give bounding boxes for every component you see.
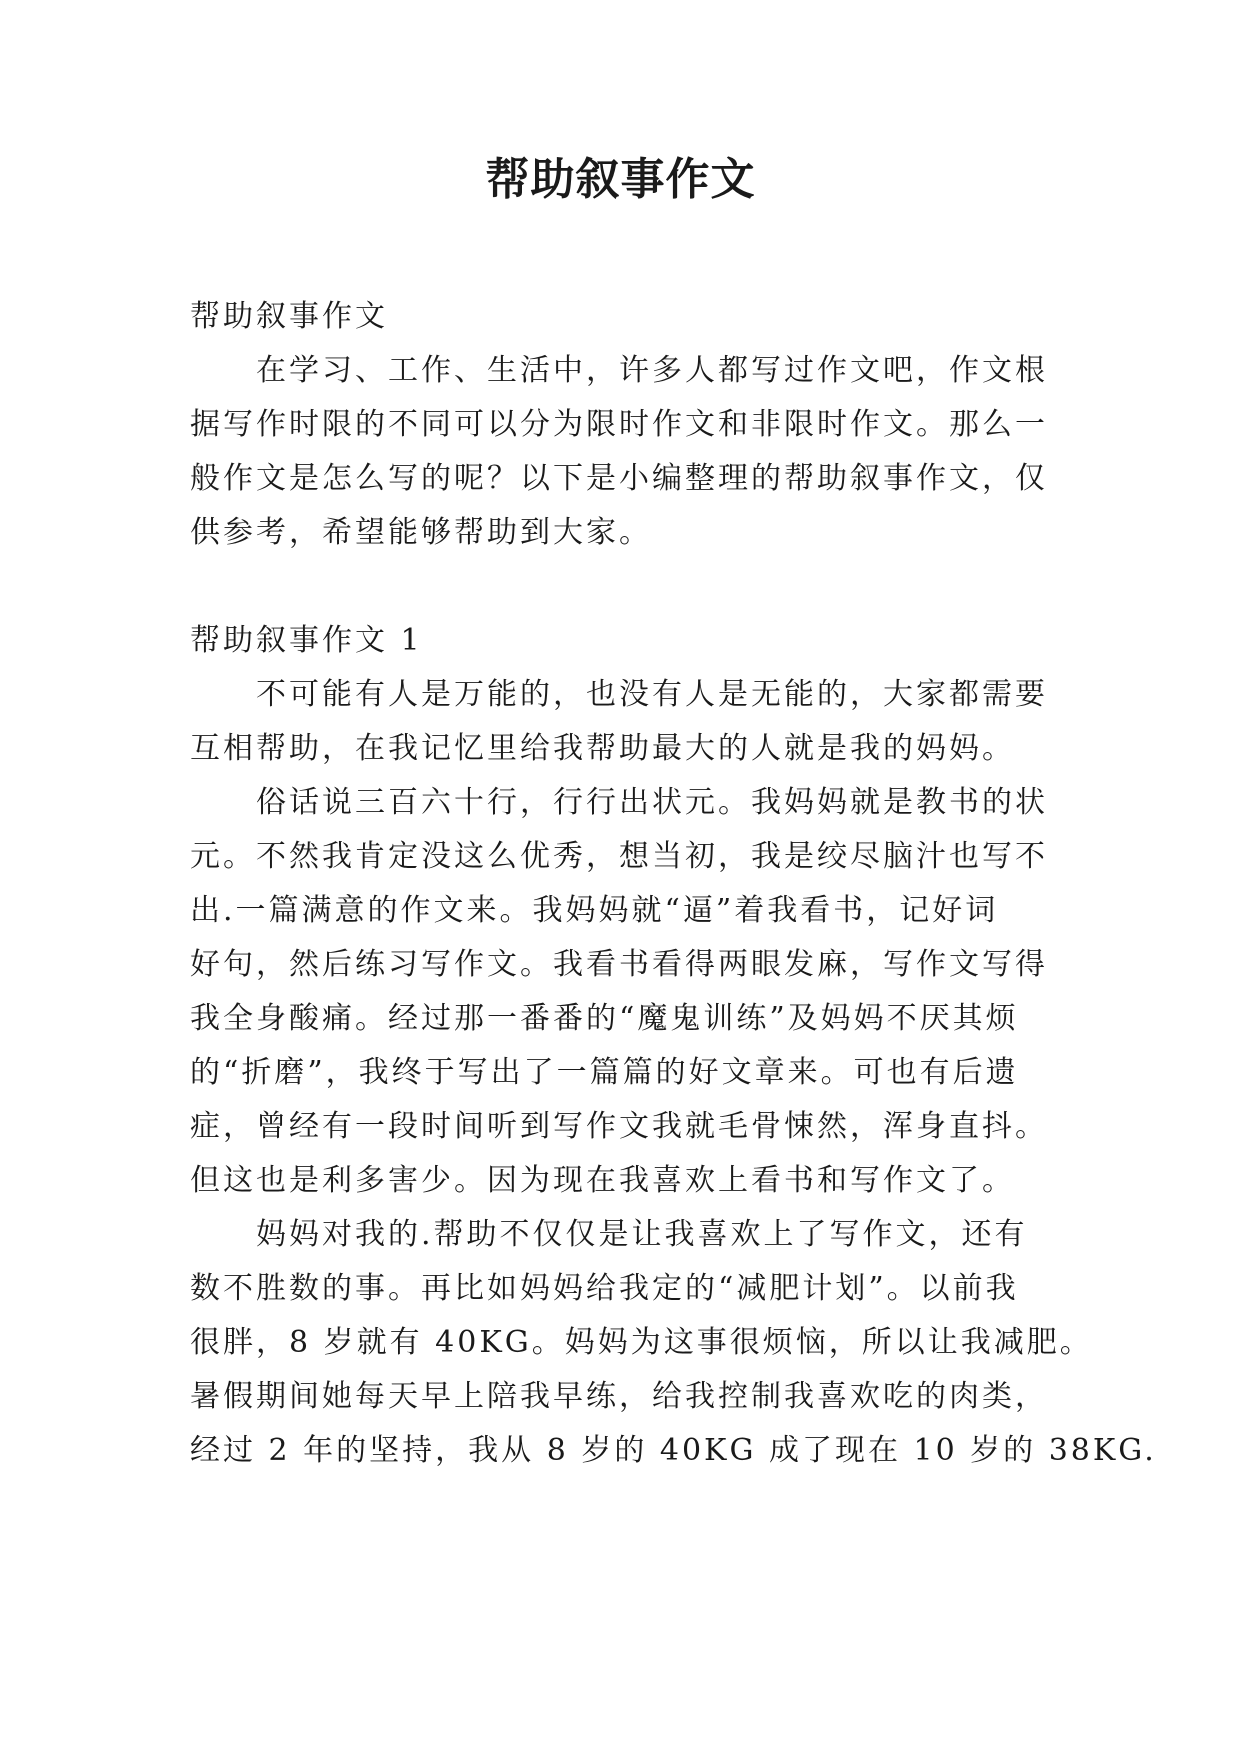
section-heading: 帮助叙事作文 1 (190, 623, 423, 658)
paragraph-line: 元。不然我肯定没这么优秀，想当初，我是绞尽脑汁也写不 (190, 839, 1048, 874)
paragraph-line: 据写作时限的不同可以分为限时作文和非限时作文。那么一 (190, 407, 1048, 442)
paragraph-line: 出.一篇满意的作文来。我妈妈就“逼”着我看书，记好词 (190, 893, 999, 928)
paragraph-line: 般作文是怎么写的呢？以下是小编整理的帮助叙事作文，仅 (190, 461, 1048, 496)
paragraph-line: 暑假期间她每天早上陪我早练，给我控制我喜欢吃的肉类， (190, 1379, 1048, 1414)
paragraph-line: 俗话说三百六十行，行行出状元。我妈妈就是教书的状 (256, 785, 1048, 820)
paragraph-line: 很胖，8 岁就有 40KG。妈妈为这事很烦恼，所以让我减肥。 (190, 1325, 1093, 1360)
paragraph-line: 我全身酸痛。经过那一番番的“魔鬼训练”及妈妈不厌其烦 (190, 1001, 1019, 1036)
document-body (190, 290, 1157, 1478)
paragraph-line: 但这也是利多害少。因为现在我喜欢上看书和写作文了。 (190, 1163, 1015, 1198)
paragraph-line: 的“折磨”，我终于写出了一篇篇的好文章来。可也有后遗 (190, 1055, 1019, 1090)
paragraph-line: 妈妈对我的.帮助不仅仅是让我喜欢上了写作文，还有 (256, 1217, 1028, 1252)
paragraph-line: 症，曾经有一段时间听到写作文我就毛骨悚然，浑身直抖。 (190, 1109, 1048, 1144)
intro-paragraph (190, 344, 1060, 560)
paragraph-line: 数不胜数的事。再比如妈妈给我定的“减肥计划”。以前我 (190, 1271, 1019, 1306)
paragraph-3 (190, 1208, 1157, 1478)
document-title: 帮助叙事作文 (485, 154, 756, 205)
paragraph-line: 不可能有人是万能的，也没有人是无能的，大家都需要 (256, 677, 1048, 712)
paragraph-line: 互相帮助，在我记忆里给我帮助最大的人就是我的妈妈。 (190, 731, 1015, 766)
paragraph-1 (190, 668, 1060, 776)
subtitle: 帮助叙事作文 (190, 299, 388, 334)
paragraph-line: 经过 2 年的坚持，我从 8 岁的 40KG 成了现在 10 岁的 38KG. (190, 1433, 1157, 1468)
blank-line (190, 560, 1060, 614)
paragraph-line: 供参考，希望能够帮助到大家。 (190, 515, 652, 550)
paragraph-line: 在学习、工作、生活中，许多人都写过作文吧，作文根 (256, 353, 1048, 388)
paragraph-2 (190, 776, 1060, 1208)
paragraph-line: 好句，然后练习写作文。我看书看得两眼发麻，写作文写得 (190, 947, 1048, 982)
